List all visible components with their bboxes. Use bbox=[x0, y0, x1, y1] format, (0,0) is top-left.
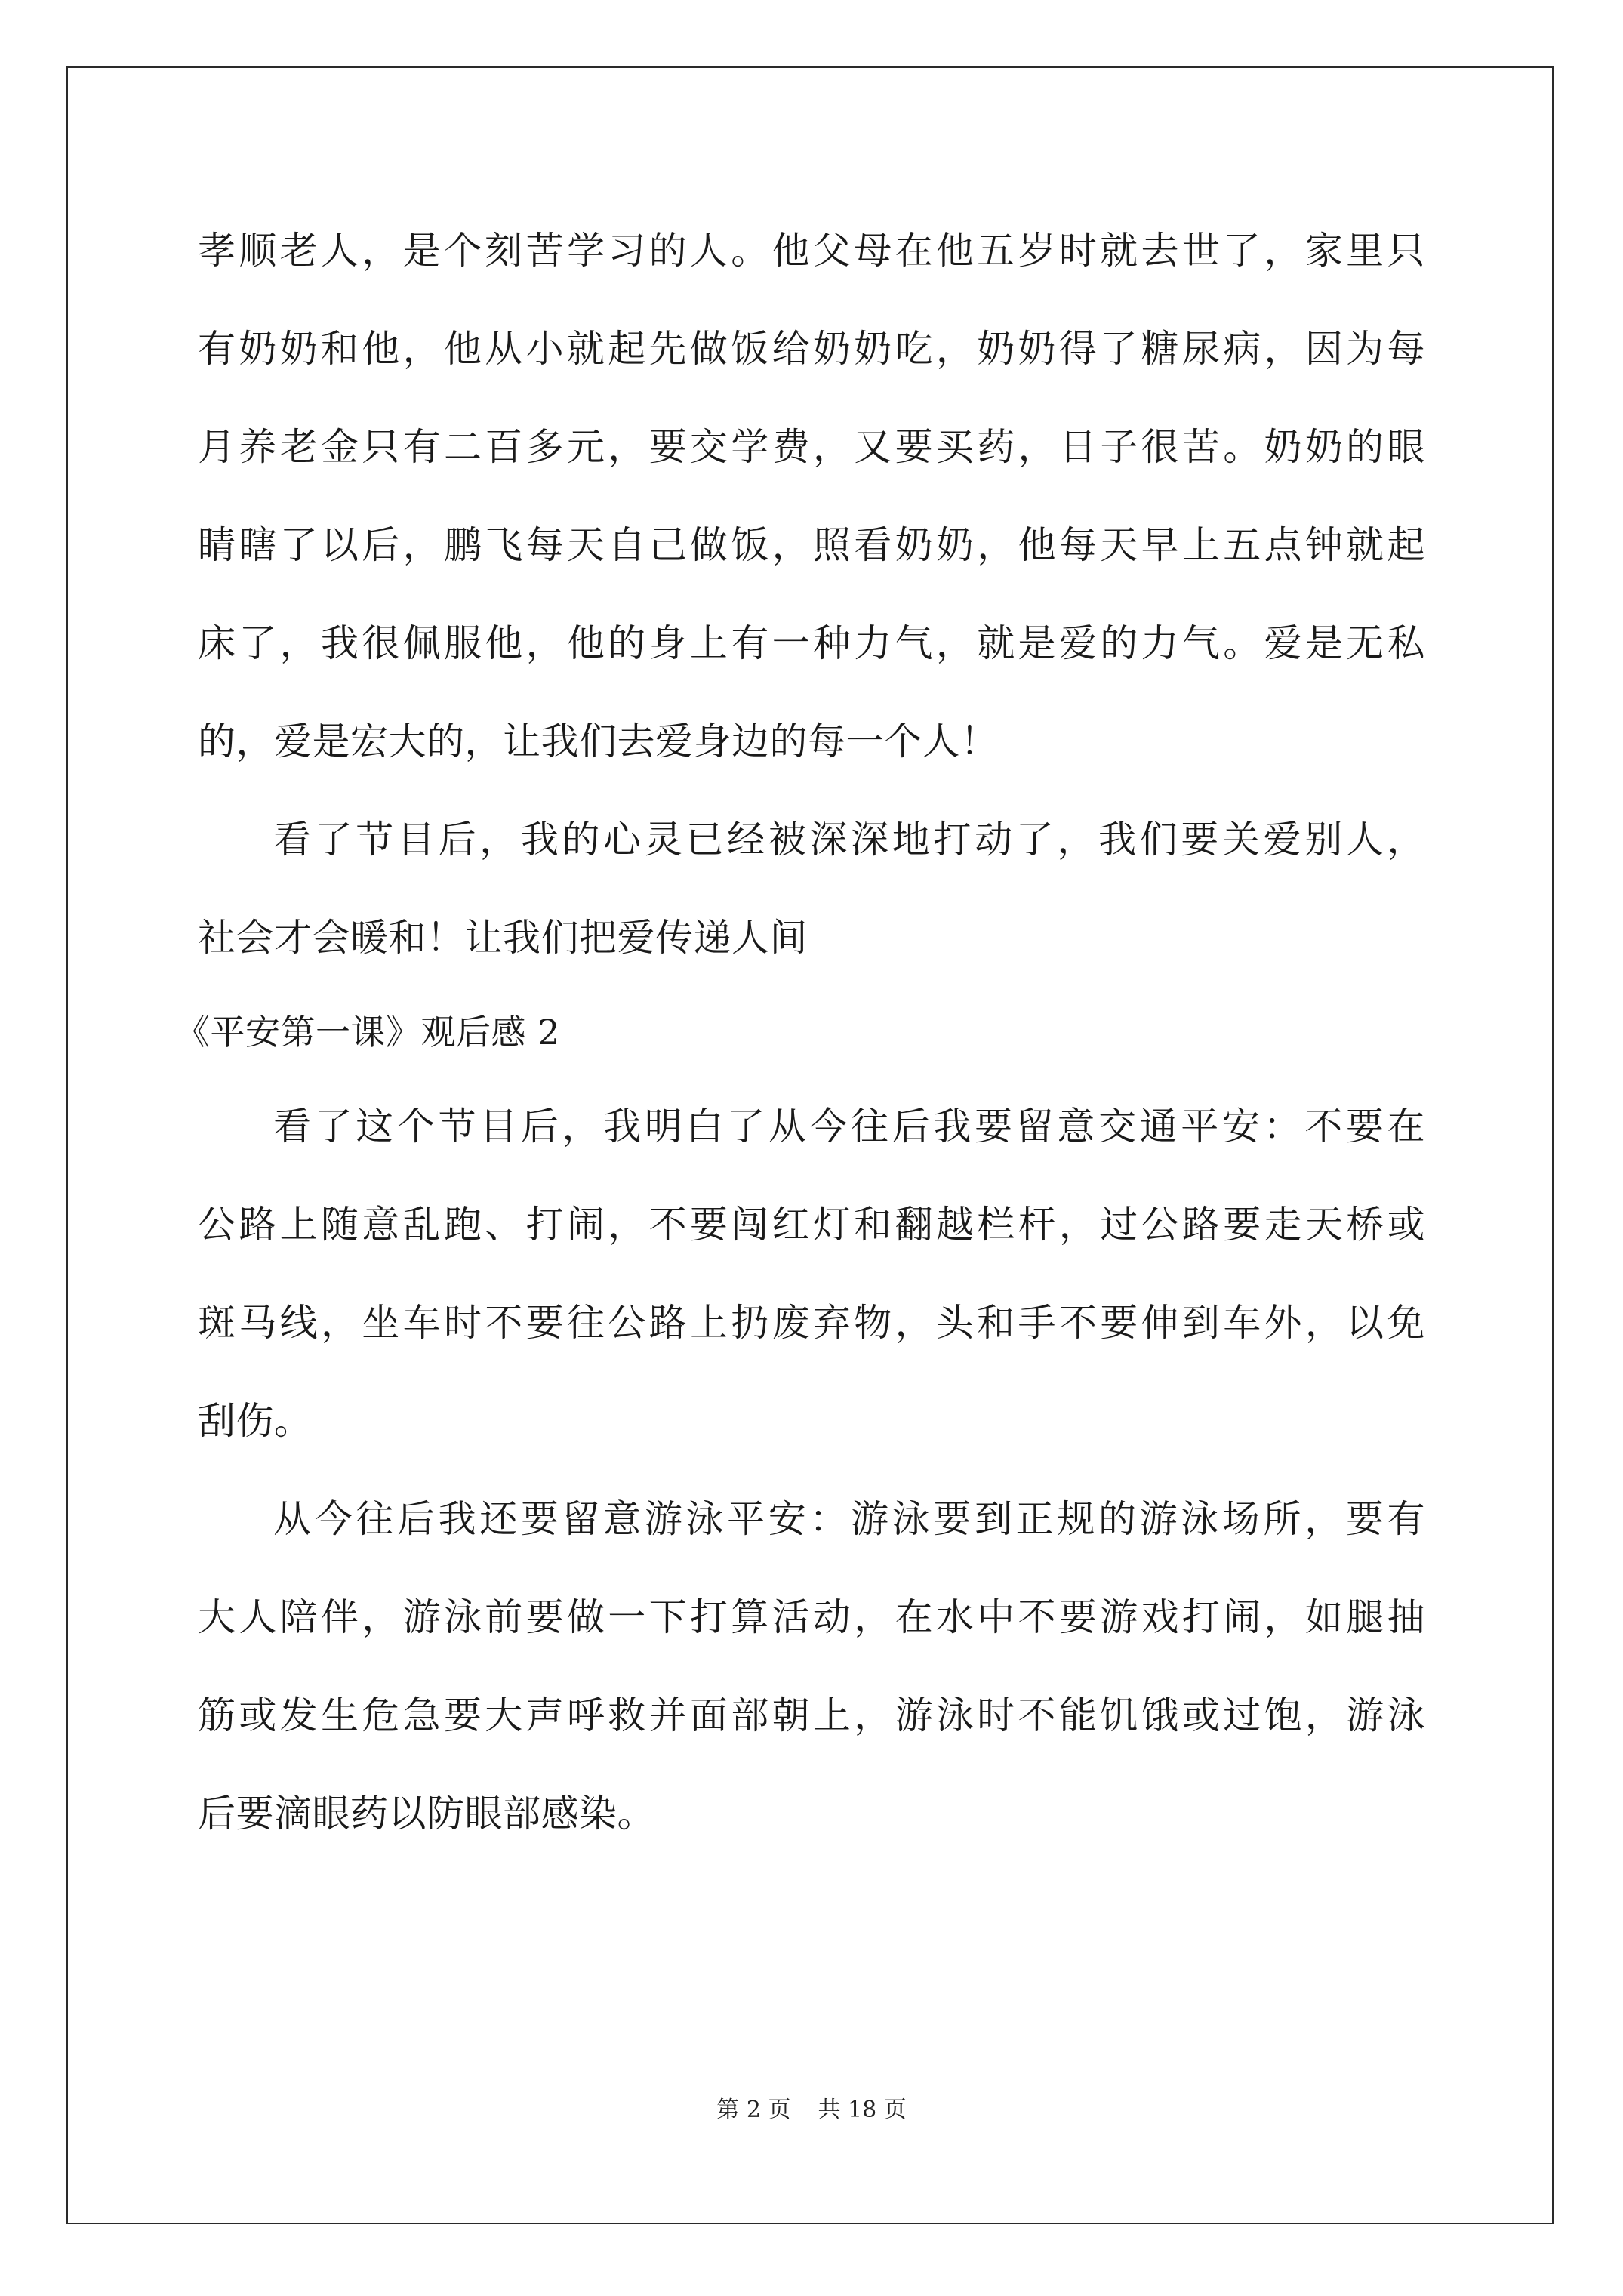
paragraph-2-line-1: 看了节目后，我的心灵已经被深深地打动了，我们要关爱别人， bbox=[273, 818, 1425, 861]
paragraph-3-line-2: 公路上随意乱跑、打闹，不要闯红灯和翻越栏杆，过公路要走天桥或 bbox=[198, 1203, 1425, 1247]
paragraph-4-line-4: 后要滴眼药以防眼部感染。 bbox=[198, 1792, 655, 1835]
paragraph-4-line-2: 大人陪伴，游泳前要做一下打算活动，在水中不要游戏打闹，如腿抽 bbox=[198, 1595, 1425, 1639]
paragraph-4-line-1: 从今往后我还要留意游泳平安：游泳要到正规的游泳场所，要有 bbox=[273, 1497, 1425, 1541]
body-line-6: 的，爱是宏大的，让我们去爱身边的每一个人！ bbox=[198, 720, 999, 763]
body-line-2: 有奶奶和他，他从小就起先做饭给奶奶吃，奶奶得了糖尿病，因为每 bbox=[198, 327, 1425, 371]
body-line-5: 床了，我很佩服他，他的身上有一种力气，就是爱的力气。爱是无私 bbox=[198, 621, 1425, 665]
page-number-total: 共 18 页 bbox=[818, 2097, 907, 2123]
body-line-4: 睛瞎了以后，鹏飞每天自己做饭，照看奶奶，他每天早上五点钟就起 bbox=[198, 523, 1425, 567]
paragraph-3-line-4: 刮伤。 bbox=[198, 1399, 313, 1443]
paragraph-2-line-2: 社会才会暖和！让我们把爱传递人间 bbox=[198, 916, 808, 960]
body-line-3: 月养老金只有二百多元，要交学费，又要买药，日子很苦。奶奶的眼 bbox=[198, 425, 1425, 469]
paragraph-4-line-3: 筋或发生危急要大声呼救并面部朝上，游泳时不能饥饿或过饱，游泳 bbox=[198, 1693, 1425, 1737]
body-line-1: 孝顺老人，是个刻苦学习的人。他父母在他五岁时就去世了，家里只 bbox=[198, 229, 1425, 273]
section-heading: 《平安第一课》观后感 2 bbox=[175, 1012, 560, 1052]
page-number-current: 第 2 页 bbox=[716, 2097, 791, 2123]
paragraph-3-line-1: 看了这个节目后，我明白了从今往后我要留意交通平安：不要在 bbox=[273, 1105, 1425, 1148]
page-footer bbox=[0, 2095, 1623, 2125]
paragraph-3-line-3: 斑马线，坐车时不要往公路上扔废弃物，头和手不要伸到车外，以免 bbox=[198, 1301, 1425, 1345]
